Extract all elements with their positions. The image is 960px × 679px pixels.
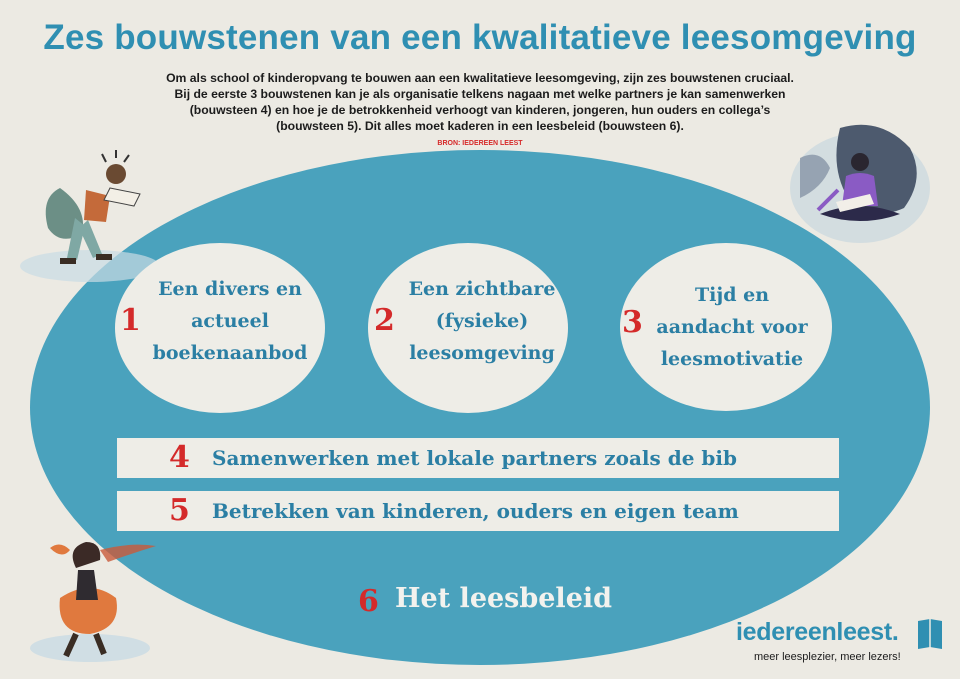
intro-line: Om als school of kinderopvang te bouwen aan een kwalitatieve leesomgeving, zijn zes bouwstenen cruciaal.: [166, 71, 794, 85]
intro-text: [130, 70, 830, 134]
block-number: 4: [169, 440, 190, 475]
block-6-number: 6: [358, 584, 379, 619]
brand-tagline: meer leesplezier, meer lezers!: [754, 651, 901, 663]
block-text-line: boekenaanbod: [152, 342, 308, 364]
intro-line: Bij de eerste 3 bouwstenen kan je als organisatie telkens nagaan met welke partners je kan samenwerken: [174, 87, 786, 101]
block-text-line: aandacht voor: [656, 316, 808, 338]
block-text: [396, 273, 568, 369]
building-block-4: [117, 438, 839, 478]
block-text-line: (fysieke): [435, 310, 529, 332]
reader-under-tree-illustration: [780, 118, 940, 253]
page-title: Zes bouwstenen van een kwalitatieve leesomgeving: [43, 18, 917, 57]
block-text-line: leesmotivatie: [660, 348, 804, 370]
building-block-1: [115, 243, 325, 413]
building-block-3: [620, 243, 832, 411]
block-text-line: actueel: [191, 310, 269, 332]
brand-logo: iedereenleest.: [736, 618, 899, 646]
block-text-line: Een zichtbare: [408, 278, 556, 300]
block-text: [642, 279, 822, 375]
block-number: 1: [120, 303, 141, 338]
block-number: 5: [169, 493, 190, 528]
block-text-line: Een divers en: [158, 278, 302, 300]
block-number: 3: [622, 305, 643, 340]
block-text-line: Tijd en: [694, 284, 770, 306]
source-label: BRON: IEDEREEN LEEST: [437, 140, 523, 147]
intro-line: (bouwsteen 4) en hoe je de betrokkenheid verhoogt van kinderen, jongeren, hun ouders en collega’s: [189, 103, 771, 117]
block-text: Samenwerken met lokale partners zoals de bib: [212, 446, 737, 470]
building-block-5: [117, 491, 839, 531]
intro-line: (bouwsteen 5). Dit alles moet kaderen in een leesbeleid (bouwsteen 6).: [276, 119, 684, 133]
block-text: Betrekken van kinderen, ouders en eigen team: [212, 499, 739, 523]
building-block-2: [368, 243, 568, 413]
block-6-text: Het leesbeleid: [395, 583, 613, 614]
dancing-girl-illustration: [20, 528, 170, 668]
block-number: 2: [374, 303, 395, 338]
block-text-line: leesomgeving: [409, 342, 555, 364]
block-text: [145, 273, 315, 369]
book-flag-icon: [916, 617, 944, 657]
